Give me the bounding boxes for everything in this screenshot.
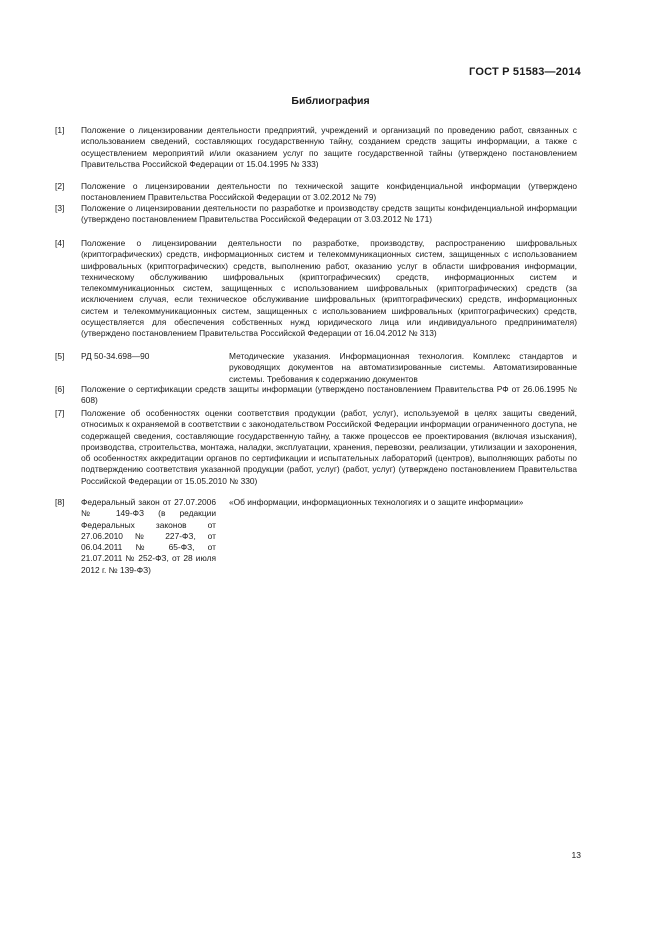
bibliography-entry-1 (55, 125, 577, 170)
page-number: 13 (571, 850, 581, 860)
bibliography-entry-4 (55, 238, 577, 340)
entry-number: [8] (55, 497, 65, 507)
entry-text: Положение об особенностях оценки соответствия продукции (работ, услуг), используемой в целях защиты сведений, относимых к охраняемой в соответствии с законодательством Российской Федерации информации ограниченного доступа, не содержащей сведения, составляющие государственную тайну, а также процессов ее проектирования (включая изыскания), производства, строительства, монтажа, наладки, эксплуатации, хранения, перевозки, реализации, утилизации и захоронения, об особенностях аккредитации органов по сертификации и испытательных лабораторий (центров), выполняющих работы по подтверждению соответствия указанной продукции (работ, услуг) (работ, услуг) (утверждено постановлением Правительства Российской Федерации от 15.05.2010 № 330) (81, 408, 577, 486)
entry-number: [2] (55, 181, 65, 191)
page-title: Библиография (291, 95, 370, 107)
entry-text: Положение о лицензировании деятельности по технической защите конфиденциальной информации (утверждено постановлением Правительства Российской Федерации от 3.02.2012 № 79) (81, 181, 577, 203)
entry-number: [5] (55, 351, 65, 361)
entry-description: Методические указания. Информационная технология. Комплекс стандартов и руководящих документов на автоматизированные системы. Автоматизированные системы. Требования к содержанию документов (229, 351, 577, 384)
entry-number: [6] (55, 384, 65, 394)
entry-number: [3] (55, 203, 65, 213)
entry-number: [1] (55, 125, 65, 135)
entry-text: Положение о лицензировании деятельности предприятий, учреждений и организаций по проведению работ, связанных с использованием сведений, составляющих государственную тайну, созданием средств защиты информации, а также с осуществлением мероприятий и/или оказанием услуг по защите государственной тайны (утверждено постановлением Правительства Российской Федерации от 15.04.1995 № 333) (81, 125, 577, 169)
document-code: ГОСТ Р 51583—2014 (469, 66, 581, 78)
bibliography-entry-3 (55, 203, 577, 226)
entry-text: Положение о сертификации средств защиты информации (утверждено постановлением Правительства РФ от 26.06.1995 № 608) (81, 384, 577, 406)
bibliography-entry-2 (55, 181, 577, 204)
bibliography-entry-6 (55, 384, 577, 407)
entry-description: «Об информации, информационных технологиях и о защите информации» (229, 497, 524, 507)
entry-text: Положение о лицензировании деятельности по разработке и производству средств защиты конфиденциальной информации (утверждено постановлением Правительства Российской Федерации от 3.03.2012 № 171) (81, 203, 577, 225)
entry-number: [7] (55, 408, 65, 418)
entry-number: [4] (55, 238, 65, 248)
entry-text: Положение о лицензировании деятельности по разработке, производству, распространению шифровальных (криптографических) средств, информационных систем и телекоммуникационных систем, защищенных с использованием шифровальных (криптографических) средств, выполнению работ, оказанию услуг в области шифрования информации, техническому обслуживанию шифровальных (криптографических) средств, информационных систем и телекоммуникационных систем, защищенных с использованием шифровальных (криптографических) средств (за исключением случая, если техническое обслуживание шифровальных (криптографических) средств, информационных систем и телекоммуникационных систем, защищенных с использованием шифровальных (криптографических) средств, осуществляется для обеспечения собственных нужд юридического лица или индивидуального предпринимателя) (утверждено постановлением Правительства Российской Федерации от 16.04.2012 № 313) (81, 238, 577, 339)
entry-designation: РД 50-34.698—90 (81, 351, 150, 361)
bibliography-entry-7 (55, 408, 577, 487)
entry-designation: Федеральный закон от 27.07.2006 № 149-ФЗ (в редакции Федеральных законов от 27.06.2010 № 227-ФЗ, от 06.04.2011 № 65-ФЗ, от 21.07.2011 № 252-ФЗ, от 28 июля 2012 г. № 139-ФЗ) (81, 497, 216, 575)
